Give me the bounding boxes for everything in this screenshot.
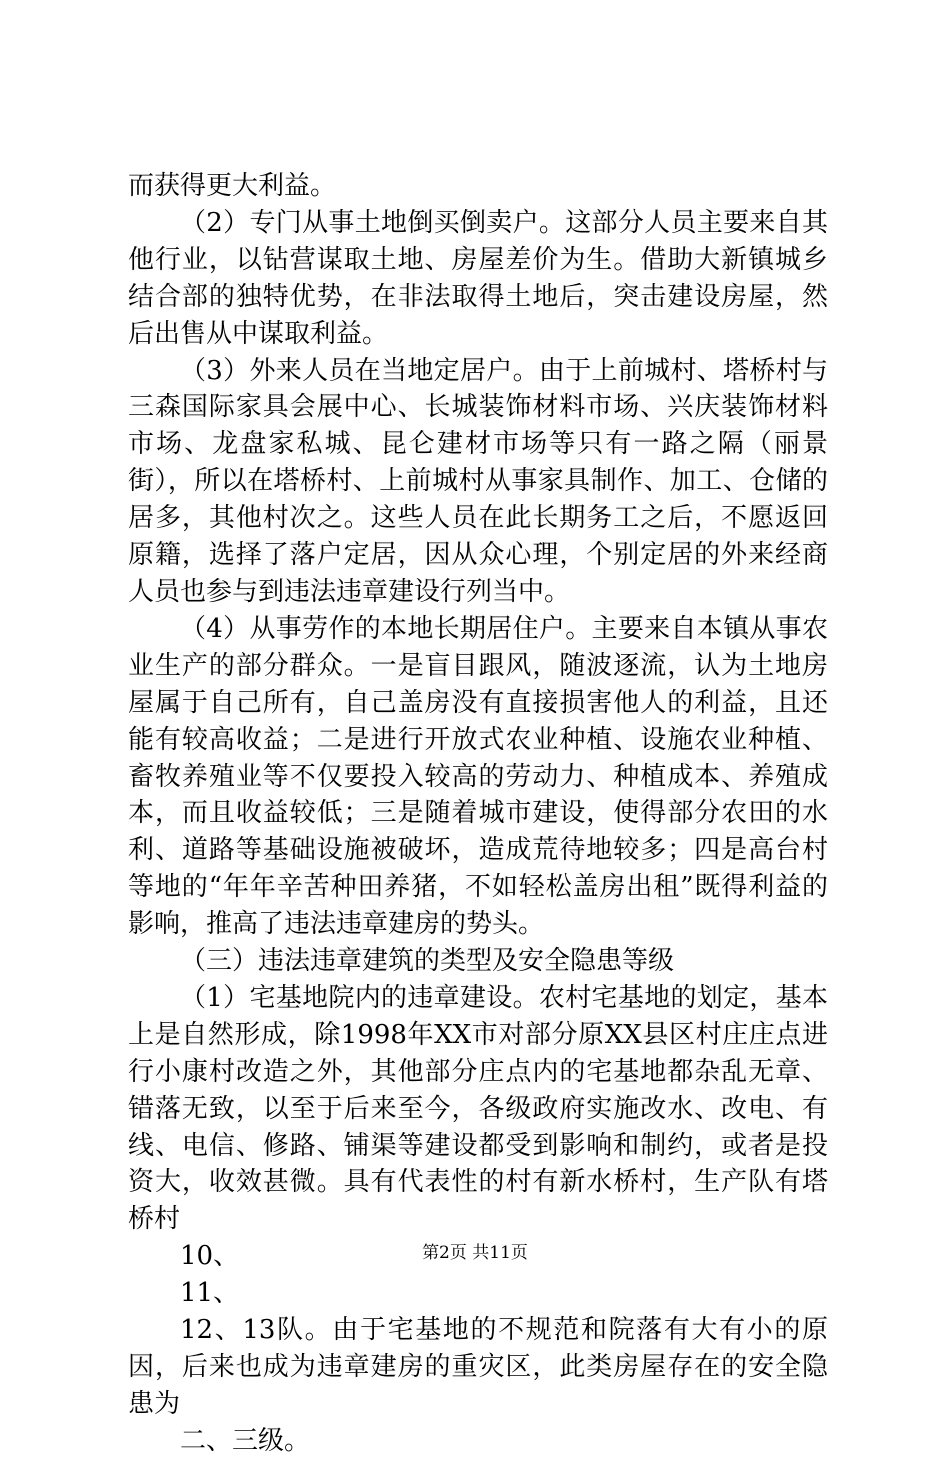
paragraph-continuation: 而获得更大利益。 xyxy=(128,171,337,201)
paragraph-fragment-level: 二、三级。 xyxy=(180,1425,311,1456)
paragraph-item-2: （2）专门从事土地倒买倒卖户。这部分人员主要来自其他行业，以钻营谋取土地、房屋差价为生。借助大新镇城乡结合部的独特优势，在非法取得土地后，突击建设房屋，然后出售从中谋取利益。 xyxy=(128,207,828,349)
paragraph-item-1: （1）宅基地院内的违章建设。农村宅基地的划定，基本上是自然形成，除1998年XX市对部分原XX县区村庄庄点进行小康村改造之外，其他部分庄点内的宅基地都杂乱无章、错落无致，以至于后来至今，各级政府实施改水、改电、有线、电信、修路、铺渠等建设都受到影响和制约，或者是投资大，收效甚微。具有代表性的村有新水桥村，生产队有塔桥村 xyxy=(128,982,828,1235)
section-heading: （三）违法违章建筑的类型及安全隐患等级 xyxy=(180,946,675,977)
document-body xyxy=(128,168,828,1460)
paragraph-item-4: （4）从事劳作的本地长期居住户。主要来自本镇从事农业生产的部分群众。一是盲目跟风，随波逐流，认为土地房屋属于自己所有，自己盖房没有直接损害他人的利益，且还能有较高收益；二是进行开放式农业种植、设施农业种植、畜牧养殖业等不仅要投入较高的劳动力、种植成本、养殖成本，而且收益较低；三是随着城市建设，使得部分农田的水利、道路等基础设施被破坏，造成荒待地较多；四是高台村等地的“年年辛苦种田养猪，不如轻松盖房出租”既得利益的影响，推高了违法违章建房的势头。 xyxy=(128,613,828,940)
list-fragment-10: 10、 xyxy=(180,1241,240,1272)
list-fragment-11: 11、 xyxy=(180,1278,240,1309)
paragraph-item-3: （3）外来人员在当地定居户。由于上前城村、塔桥村与三森国际家具会展中心、长城装饰材料市场、兴庆装饰材料市场、龙盘家私城、昆仑建材市场等只有一路之隔（丽景街），所以在塔桥村、上前城村从事家具制作、加工、仓储的居多，其他村次之。这些人员在此长期务工之后，不愿返回原籍，选择了落户定居，因从众心理，个别定居的外来经商人员也参与到违法违章建设行列当中。 xyxy=(128,355,828,607)
page-number-footer: 第2页 共11页 xyxy=(422,1243,528,1263)
paragraph-fragment-12: 12、13队。由于宅基地的不规范和院落有大有小的原因，后来也成为违章建房的重灾区，此类房屋存在的安全隐患为 xyxy=(128,1315,828,1419)
